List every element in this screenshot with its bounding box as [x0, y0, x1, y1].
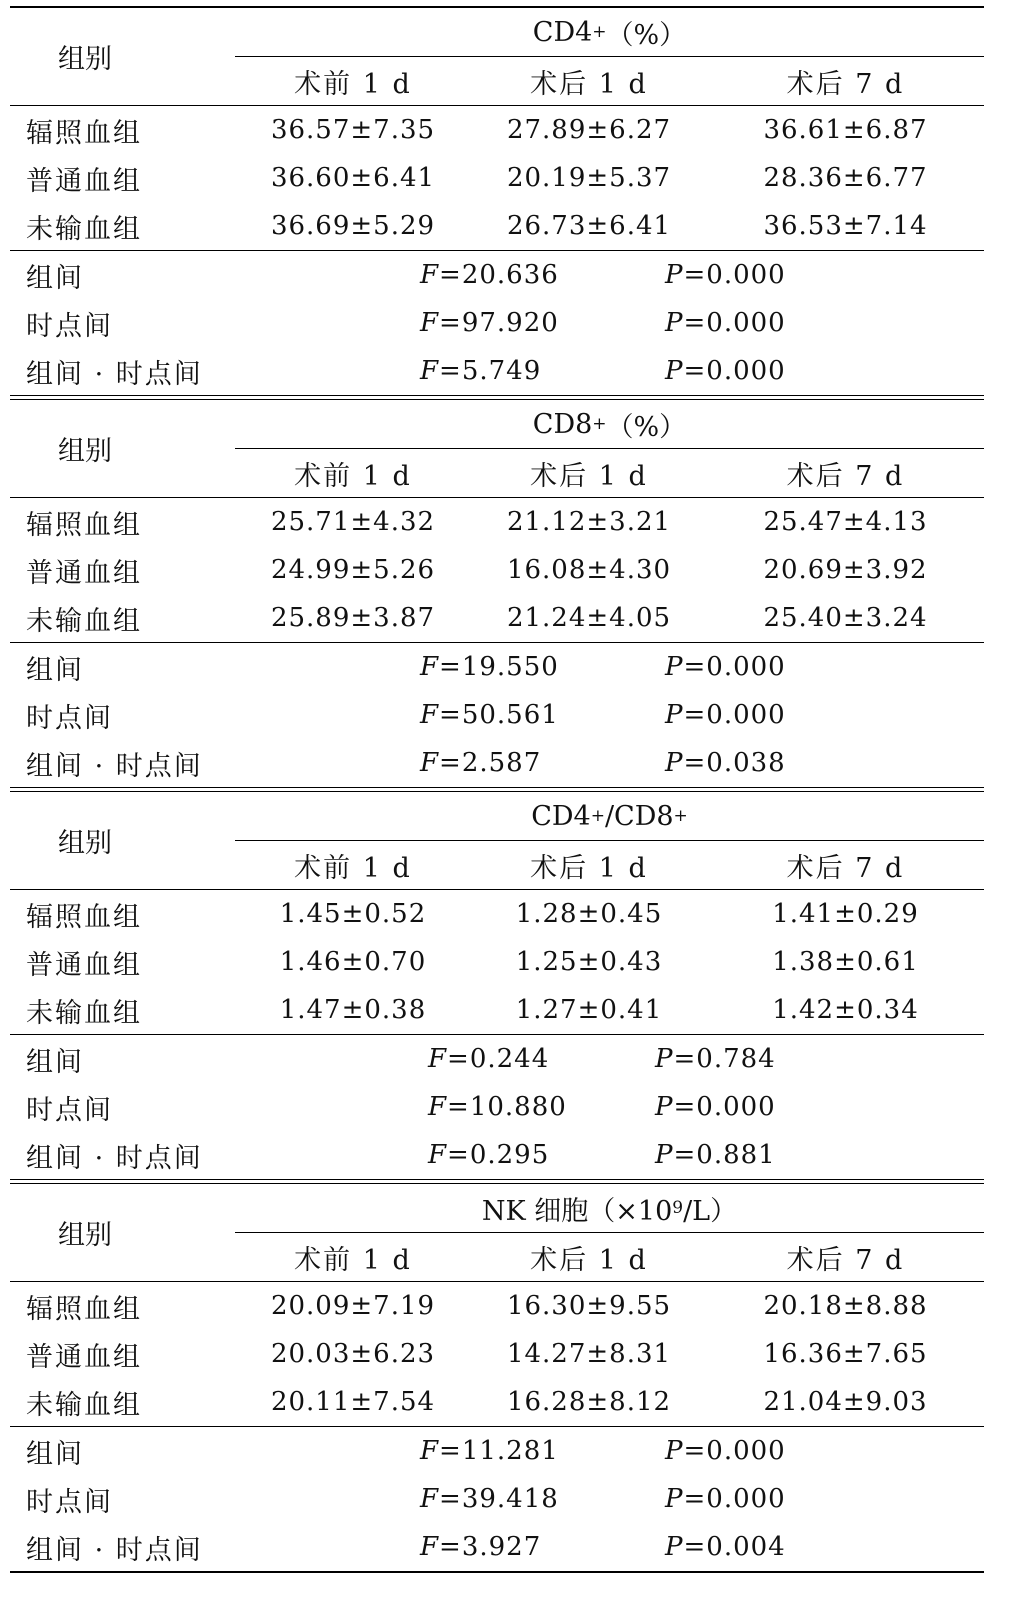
group-header: 组别: [58, 436, 112, 467]
stat-row: 组间 · 时点间 F=5.749 P=0.000: [26, 356, 786, 390]
col-header: 术后 7 d: [786, 1244, 905, 1276]
col-header: 术前 1 d: [294, 1244, 412, 1276]
stat-row: 组间 · 时点间 F=3.927 P=0.004: [26, 1532, 786, 1566]
table-row: 未输血组 36.69±5.29 26.73±6.41 36.53±7.14: [26, 211, 928, 245]
section-cd4: [10, 8, 984, 395]
stats-table: [10, 6, 984, 1573]
table-row: 未输血组 1.47±0.38 1.27±0.41 1.42±0.34: [26, 995, 919, 1029]
stat-row: 组间 F=0.244 P=0.784: [26, 1044, 776, 1078]
section-title: CD4 + （%）: [532, 16, 687, 51]
group-header: 组别: [58, 44, 112, 75]
col-header: 术前 1 d: [294, 852, 412, 884]
col-header: 术前 1 d: [294, 68, 412, 100]
table-row: 辐照血组 20.09±7.19 16.30±9.55 20.18±8.88: [26, 1291, 928, 1325]
stat-row: 时点间 F=50.561 P=0.000: [26, 700, 786, 734]
col-header: 术后 1 d: [530, 460, 648, 492]
table-row: 辐照血组 1.45±0.52 1.28±0.45 1.41±0.29: [26, 899, 919, 933]
section-cd8: [10, 400, 984, 787]
table-row: 辐照血组 36.57±7.35 27.89±6.27 36.61±6.87: [26, 115, 928, 149]
col-header: 术后 1 d: [530, 1244, 648, 1276]
col-header: 术前 1 d: [294, 460, 412, 492]
table-row: 未输血组 25.89±3.87 21.24±4.05 25.40±3.24: [26, 603, 928, 637]
col-header: 术后 7 d: [786, 460, 905, 492]
section-title: CD4 + /CD8 +: [531, 800, 688, 832]
stat-row: 组间 F=19.550 P=0.000: [26, 652, 786, 686]
section-cd4-cd8-ratio: [10, 792, 984, 1179]
group-header: 组别: [58, 1220, 112, 1251]
section-title: CD8 + （%）: [532, 408, 687, 443]
col-header: 术后 1 d: [530, 852, 648, 884]
section-header: [10, 400, 984, 497]
col-header: 术后 1 d: [530, 68, 648, 100]
col-header: 术后 7 d: [786, 852, 905, 884]
stat-row: 组间 F=11.281 P=0.000: [26, 1436, 786, 1470]
section-title: NK 细胞（×10 9 /L）: [481, 1195, 738, 1227]
stat-row: 时点间 F=39.418 P=0.000: [26, 1484, 786, 1518]
stat-row: 组间 · 时点间 F=2.587 P=0.038: [26, 748, 786, 782]
col-header: 术后 7 d: [786, 68, 905, 100]
table-row: 辐照血组 25.71±4.32 21.12±3.21 25.47±4.13: [26, 507, 928, 541]
table-row: 普通血组 24.99±5.26 16.08±4.30 20.69±3.92: [26, 555, 928, 589]
section-header: [10, 792, 984, 889]
section-header: [10, 1184, 984, 1281]
table-row: 普通血组 1.46±0.70 1.25±0.43 1.38±0.61: [26, 947, 919, 981]
stat-row: 时点间 F=10.880 P=0.000: [26, 1092, 776, 1126]
table-row: 未输血组 20.11±7.54 16.28±8.12 21.04±9.03: [26, 1387, 928, 1421]
stat-row: 组间 · 时点间 F=0.295 P=0.881: [26, 1140, 776, 1174]
group-header: 组别: [58, 828, 112, 859]
table-row: 普通血组 36.60±6.41 20.19±5.37 28.36±6.77: [26, 163, 928, 197]
section-header: [10, 8, 984, 105]
stat-row: 组间 F=20.636 P=0.000: [26, 260, 786, 294]
bottom-rule: [10, 1571, 984, 1573]
section-nk-cells: [10, 1184, 984, 1571]
table-row: 普通血组 20.03±6.23 14.27±8.31 16.36±7.65: [26, 1339, 928, 1373]
stat-row: 时点间 F=97.920 P=0.000: [26, 308, 786, 342]
